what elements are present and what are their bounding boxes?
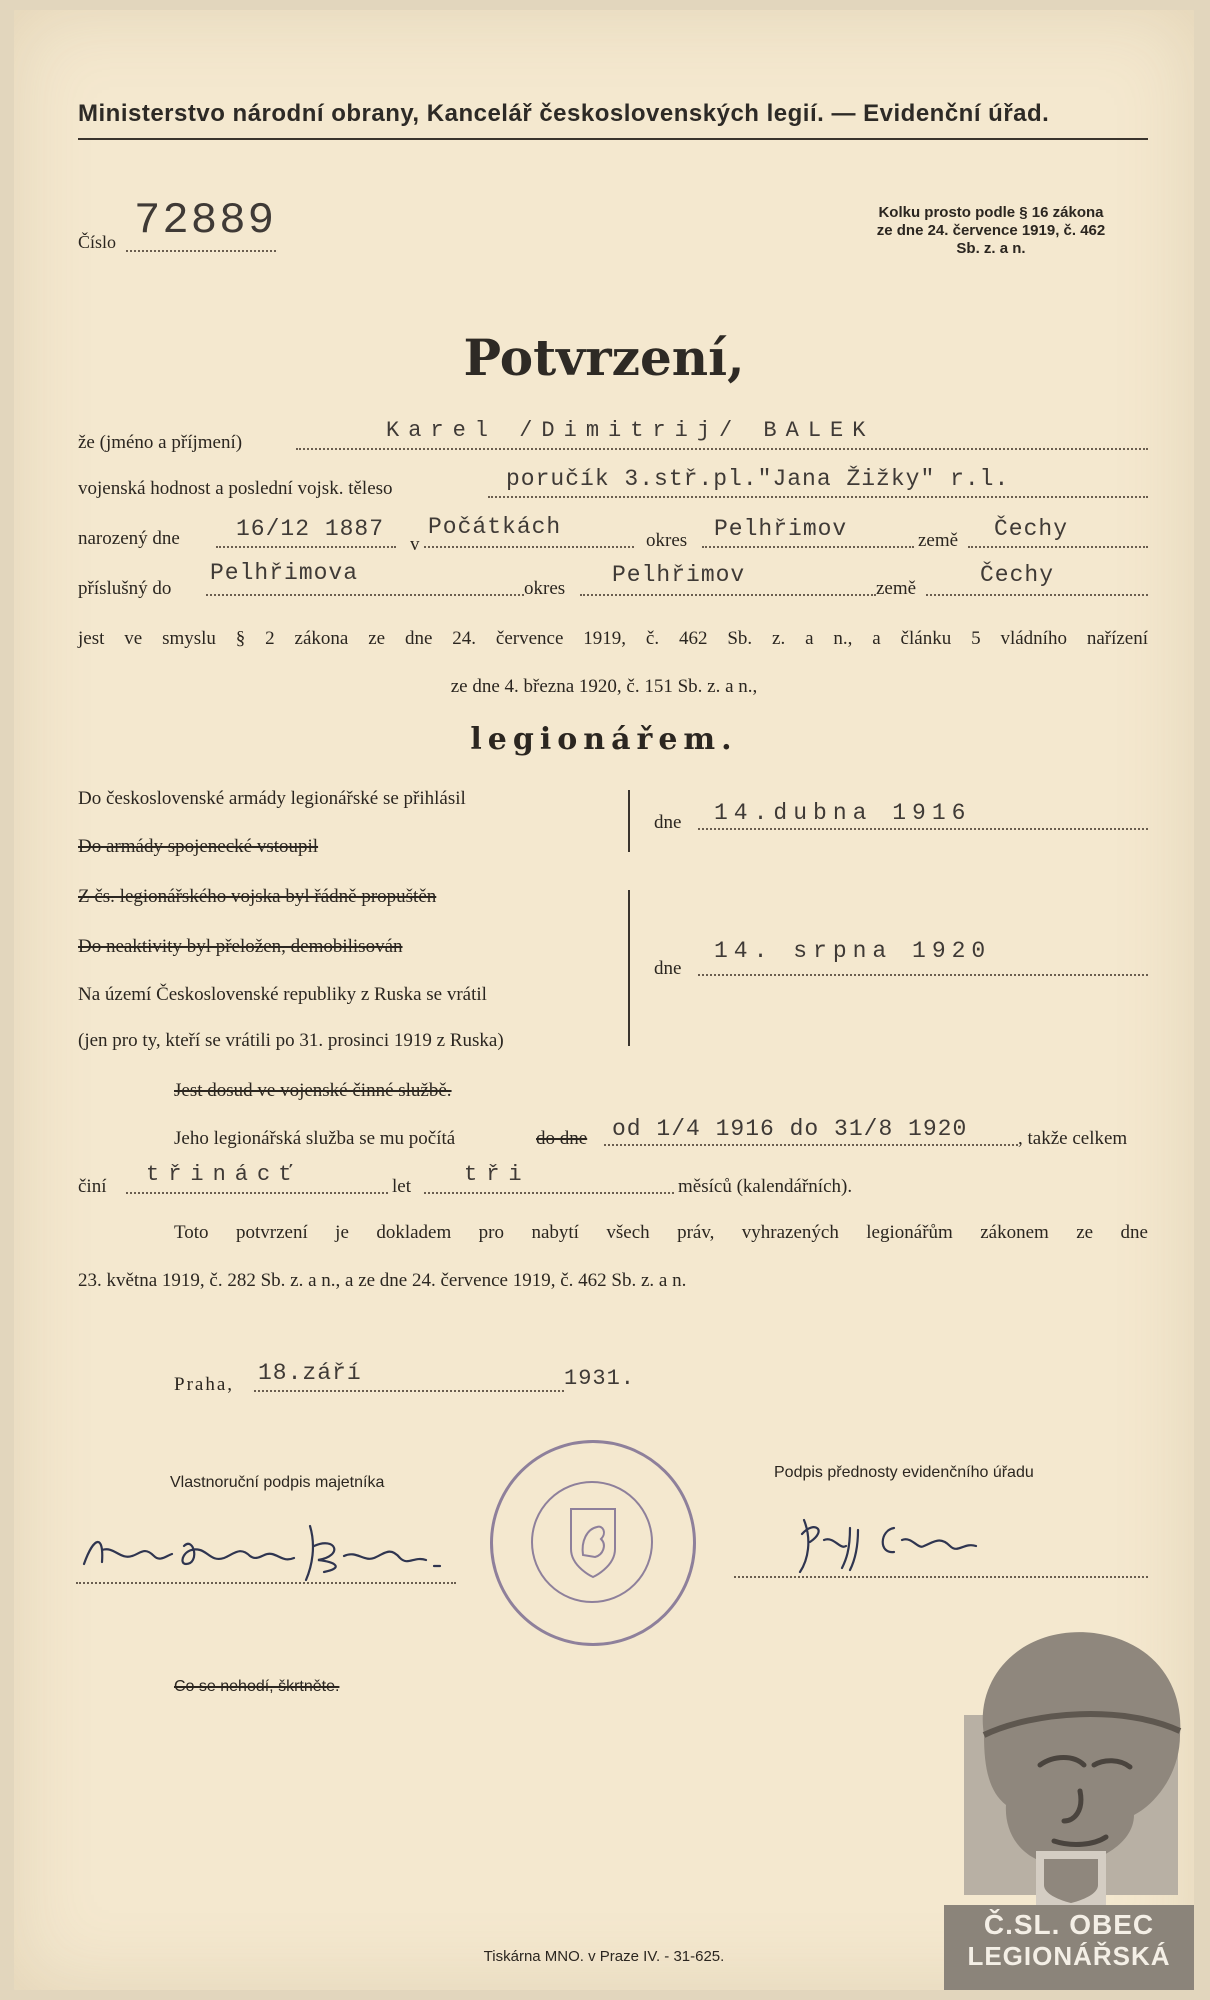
document-title: Potvrzení, xyxy=(463,328,745,387)
enlisted-date-dots xyxy=(698,828,1148,830)
place-city: Praha, xyxy=(174,1374,235,1395)
born-district-dots xyxy=(702,546,914,548)
months-dots xyxy=(424,1192,674,1194)
born-place: Počátkách xyxy=(428,514,562,540)
makes-label: činí xyxy=(78,1176,107,1197)
belongs-district: Pelhřimov xyxy=(612,562,746,588)
legionnaire-heading: legionářem. xyxy=(470,722,738,757)
discharged-line-struck: Z čs. legionářského vojska byl řádně propuštěn xyxy=(78,886,437,907)
rank-dots xyxy=(488,496,1148,498)
logo-text-line-2: LEGIONÁŘSKÁ xyxy=(967,1941,1171,1971)
number-label: Číslo xyxy=(78,232,117,252)
returned-date-dots xyxy=(698,974,1148,976)
owner-signature-label: Vlastnoruční podpis majetníka xyxy=(170,1474,385,1491)
belongs-place: Pelhřimova xyxy=(210,560,359,586)
born-label: narozený dne xyxy=(78,528,180,549)
born-district-label: okres xyxy=(646,530,688,551)
belongs-land-label: země xyxy=(876,578,917,599)
rank-value: poručík 3.stř.pl."Jana Žižky" r.l. xyxy=(506,466,1010,492)
stamp-exemption-note xyxy=(834,204,1148,258)
belongs-place-dots xyxy=(206,594,524,596)
counted-label: Jeho legionářská služba se mu počítá xyxy=(174,1128,456,1149)
name-label: že (jméno a příjmení) xyxy=(78,432,243,453)
enlisted-day-label: dne xyxy=(654,812,682,833)
returned-day-label: dne xyxy=(654,958,682,979)
born-district: Pelhřimov xyxy=(714,516,848,542)
belongs-label: příslušný do xyxy=(78,578,172,599)
belongs-district-label: okres xyxy=(524,578,566,599)
inactive-line-struck: Do neaktivity byl přeložen, demobilisován xyxy=(78,936,403,957)
bracket-1 xyxy=(620,790,630,852)
rank-label: vojenská hodnost a poslední vojsk. těleso xyxy=(78,478,393,499)
born-place-dots xyxy=(424,546,634,548)
total-label: , takže celkem xyxy=(1018,1128,1128,1149)
document-number: 72889 xyxy=(134,196,277,246)
stamp-note-line-1: Kolku prosto podle § 16 zákona xyxy=(878,204,1104,221)
chief-signature-line xyxy=(734,1576,1148,1578)
strike-instruction-note: Co se nehodí, škrtněte. xyxy=(174,1678,340,1695)
enlisted-date: 14.dubna 1916 xyxy=(714,800,972,826)
chief-signature xyxy=(784,1510,1004,1580)
bracket-2 xyxy=(620,890,630,1046)
belongs-district-dots xyxy=(580,594,876,596)
issue-year: 1931. xyxy=(564,1366,636,1391)
enlisted-line: Do československé armády legionářské se přihlásil xyxy=(78,788,466,809)
date-dots xyxy=(254,1390,564,1392)
legion-society-logo xyxy=(944,1615,1194,1990)
printer-imprint: Tiskárna MNO. v Praze IV. - 31-625. xyxy=(483,1948,725,1965)
legionnaire-helmet-icon xyxy=(944,1615,1194,1905)
law-text-line-2: ze dne 4. března 1920, č. 151 Sb. z. a n., xyxy=(450,676,758,697)
months-value: tři xyxy=(464,1162,531,1187)
returned-line: Na území Československé republiky z Ruska se vrátil xyxy=(78,984,487,1005)
counted-struck: do dne xyxy=(536,1128,588,1149)
owner-signature-line xyxy=(76,1582,456,1584)
years-dots xyxy=(126,1192,388,1194)
born-land-dots xyxy=(968,546,1148,548)
months-label: měsíců (kalendářních). xyxy=(678,1176,853,1197)
belongs-land-dots xyxy=(926,594,1148,596)
stamp-note-line-2: ze dne 24. července 1919, č. 462 xyxy=(876,222,1106,239)
counted-dots xyxy=(604,1144,1018,1146)
active-service-line-struck: Jest dosud ve vojenské činné službě. xyxy=(174,1080,452,1101)
header-rule xyxy=(78,138,1148,140)
name-dots xyxy=(296,448,1148,450)
logo-text-line-1: Č.SL. OBEC xyxy=(983,1909,1155,1940)
allied-line-struck: Do armády spojenecké vstoupil xyxy=(78,836,319,857)
years-label: let xyxy=(392,1176,411,1197)
number-dots xyxy=(126,250,276,252)
returned-note: (jen pro ty, kteří se vrátili po 31. prosinci 1919 z Ruska) xyxy=(78,1030,504,1051)
law-text-line-1: jest ve smyslu § 2 zákona ze dne 24. července 1919, č. 462 Sb. z. a n., a článku 5 vládního nařízení xyxy=(78,628,1148,649)
closing-line-1: Toto potvrzení je dokladem pro nabytí všech práv, vyhrazených legionářům zákonem ze dne xyxy=(174,1222,1148,1243)
born-land: Čechy xyxy=(994,516,1069,542)
belongs-land: Čechy xyxy=(980,562,1055,588)
counted-value: od 1/4 1916 do 31/8 1920 xyxy=(612,1116,968,1142)
born-date-dots xyxy=(216,546,396,548)
document-page xyxy=(14,10,1194,1990)
lion-emblem-icon xyxy=(563,1505,623,1581)
closing-line-2: 23. května 1919, č. 282 Sb. z. a n., a ze dne 24. července 1919, č. 462 Sb. z. a n. xyxy=(78,1270,687,1291)
returned-date: 14. srpna 1920 xyxy=(714,938,992,964)
office-seal xyxy=(490,1440,696,1646)
stamp-note-line-3: Sb. z. a n. xyxy=(956,240,1026,257)
owner-signature xyxy=(74,1516,474,1586)
issue-date: 18.září xyxy=(258,1360,362,1386)
name-value: Karel /Dimitrij/ BALEK xyxy=(386,418,875,443)
born-in-label: v xyxy=(410,534,420,555)
chief-signature-label: Podpis přednosty evidenčního úřadu xyxy=(774,1464,1034,1481)
born-date: 16/12 1887 xyxy=(236,516,385,542)
ministry-header: Ministerstvo národní obrany, Kancelář československých legií. — Evidenční úřad. xyxy=(78,100,1050,127)
born-land-label: země xyxy=(918,530,959,551)
years-value: třinácť xyxy=(146,1162,302,1187)
